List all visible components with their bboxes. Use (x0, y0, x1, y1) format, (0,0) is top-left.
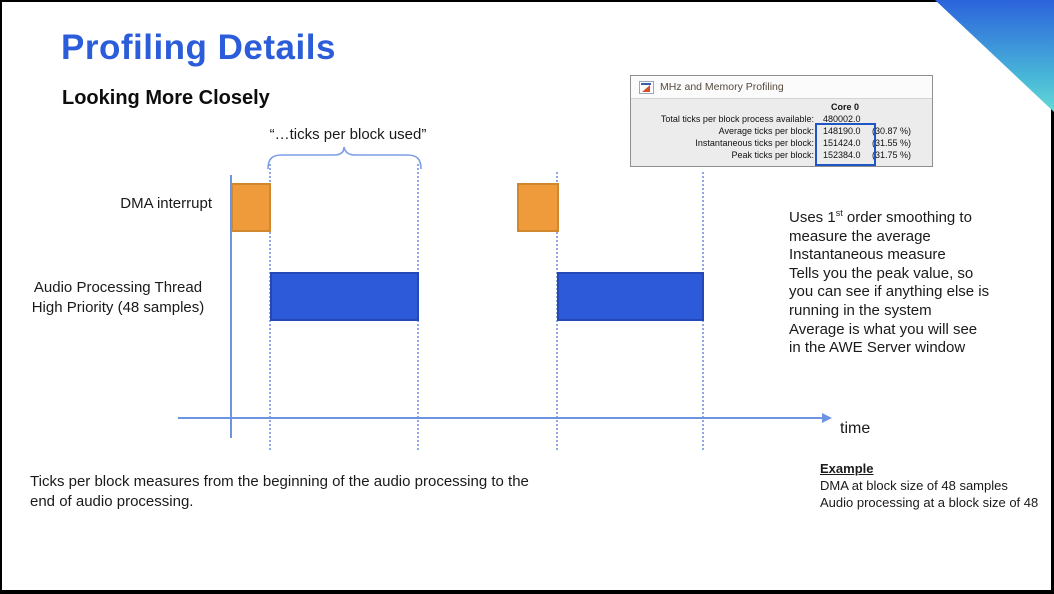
dma-interrupt-label: DMA interrupt (120, 195, 212, 212)
time-axis (178, 417, 824, 419)
audio-processing-block-1 (270, 272, 419, 321)
time-axis-label: time (840, 420, 871, 437)
smoothing-notes (789, 204, 1025, 358)
row-percent: (31.55 %) (872, 138, 912, 148)
row-label: Average ticks per block: (718, 126, 814, 136)
ticks-annotation: “…ticks per block used” (269, 126, 427, 143)
profiler-window (630, 75, 933, 167)
audio-processing-block-2 (557, 272, 704, 321)
footer-note-line1: Ticks per block measures from the beginning of the audio processing to the (30, 473, 529, 490)
profiler-window-title: MHz and Memory Profiling (660, 81, 784, 93)
notes-line: Instantaneous measure (789, 246, 946, 264)
superscript-st: st (835, 208, 843, 218)
row-label: Instantaneous ticks per block: (695, 138, 814, 148)
brace-bracket (267, 146, 422, 170)
core-column-header: Core 0 (830, 102, 859, 112)
table-row (631, 113, 932, 125)
dma-interrupt-block-2 (517, 183, 559, 232)
row-value: 148190.0 (823, 126, 861, 136)
notes-line: you can see if anything else is (789, 283, 990, 301)
example-line2: Audio processing at a block size of 48 (820, 495, 1039, 510)
ticks-highlight-box (815, 123, 876, 166)
row-value: 152384.0 (823, 150, 861, 160)
row-percent: (30.87 %) (872, 126, 912, 136)
table-row (631, 125, 932, 137)
example-block (820, 460, 1050, 511)
notes-line: running in the system (789, 301, 932, 319)
row-label: Peak ticks per block: (731, 150, 814, 160)
corner-decoration-triangle (935, 0, 1054, 112)
notes-line: Uses 1st order smoothing to (789, 208, 972, 226)
footer-note-line2: end of audio processing. (30, 492, 194, 510)
page-subtitle: Looking More Closely (62, 87, 270, 109)
row-value: 151424.0 (823, 138, 861, 148)
example-heading: Example (820, 461, 874, 476)
row-percent: (31.75 %) (872, 150, 912, 160)
example-line1: DMA at block size of 48 samples (820, 478, 1008, 493)
notes-line: in the AWE Server window (789, 339, 966, 357)
dma-interrupt-block-1 (231, 183, 271, 232)
row-label: Total ticks per block process available: (660, 114, 814, 124)
table-row (631, 149, 932, 161)
profiler-window-titlebar (631, 76, 932, 99)
page-title: Profiling Details (61, 28, 336, 67)
row-value: 480002.0 (823, 114, 861, 124)
time-axis-arrowhead (822, 413, 832, 423)
footer-note (30, 472, 570, 511)
audio-thread-label (23, 278, 213, 317)
notes-line: measure the average (789, 227, 931, 245)
audio-thread-label-line1: Audio Processing Thread (33, 279, 203, 296)
notes-line: Tells you the peak value, so (789, 264, 974, 282)
table-row (631, 137, 932, 149)
audio-thread-label-line2: High Priority (48 samples) (31, 298, 205, 316)
notes-line: Average is what you will see (789, 320, 978, 338)
profiler-window-body (631, 99, 932, 161)
profiler-window-icon (639, 81, 654, 94)
